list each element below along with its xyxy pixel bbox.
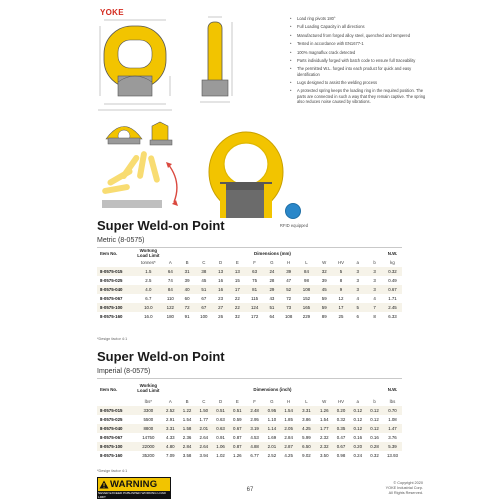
unit-cell: tonnes* — [140, 260, 156, 266]
table-cell: 2.95 — [250, 417, 259, 422]
unit-cell — [97, 258, 135, 267]
table-cell: 5.99 — [302, 435, 311, 440]
table-cell: 64 — [162, 267, 179, 276]
table-cell: 0.67 — [229, 424, 246, 433]
table-cell: 1.14 — [264, 424, 281, 433]
table-cell: 0.32 — [370, 453, 379, 458]
table-cell: 3 — [349, 267, 366, 276]
table-cell: 0.20 — [333, 406, 350, 415]
table-cell: 1.54 — [280, 406, 297, 415]
table-cell: 110 — [166, 296, 174, 302]
warning-title: WARNING — [110, 479, 158, 490]
table-cell: 8 — [373, 314, 376, 320]
table-cell: 10.0 — [135, 303, 162, 312]
col-header-dimensions: Dimensions (inch) — [253, 386, 292, 392]
table-cell: 6.33 — [388, 314, 397, 320]
table-cell: 9.02 — [302, 453, 311, 458]
table-cell: 1.26 — [233, 453, 242, 458]
table-row — [97, 276, 402, 285]
table-cell: 1.58 — [179, 424, 196, 433]
table-cell: 115 — [251, 296, 259, 302]
table-cell: 165 — [297, 303, 316, 312]
unit-cell: G — [270, 399, 274, 404]
unit-cell: A — [168, 260, 172, 266]
table-cell: 28 — [269, 278, 275, 284]
col-header-dimensions: Dimensions (mm) — [254, 251, 291, 257]
table-cell: 0.63 — [212, 424, 229, 433]
table-cell: 3 — [373, 278, 376, 284]
section-drawing-left — [106, 127, 142, 145]
table-cell: 3.19 — [246, 424, 264, 433]
item-number-cell: 8-0575-067 — [100, 435, 123, 440]
table-cell: 13 — [229, 267, 246, 276]
table-cell: 60 — [184, 296, 190, 302]
table-cell: 2.32 — [319, 435, 329, 440]
table-cell: 0.63 — [216, 417, 225, 422]
table-cell: 2.52 — [162, 406, 179, 415]
table-cell: 3 — [366, 267, 383, 276]
table-cell: 2.36 — [182, 435, 192, 440]
unit-cell: L — [305, 260, 308, 266]
table-cell: 0.28 — [366, 442, 383, 451]
table-cell: 1.50 — [195, 406, 212, 415]
table-cell: 4.0 — [135, 285, 162, 294]
table-cell: 2.87 — [280, 442, 297, 451]
table-cell: 22 — [229, 303, 246, 312]
table-cell: 0.16 — [353, 435, 363, 440]
table-cell: 43 — [269, 296, 275, 302]
table-cell: 3.76 — [388, 435, 397, 440]
table-cell: 1.85 — [284, 417, 293, 422]
table-cell: 1.54 — [319, 417, 329, 422]
units-row — [97, 258, 402, 267]
unit-cell: HV — [337, 260, 345, 266]
table-cell: 5500 — [143, 417, 154, 422]
table-cell: 9 — [333, 285, 350, 294]
table-cell: 100 — [200, 314, 208, 320]
warning-triangle-icon — [98, 478, 110, 491]
copyright-line: YOKE Industrial Corp. — [385, 486, 423, 490]
metric-spec-table — [97, 249, 402, 321]
table-cell: 25 — [338, 314, 344, 320]
unit-cell: W — [322, 399, 327, 404]
table-cell: 81 — [246, 285, 264, 294]
table-cell: 16 — [218, 278, 224, 284]
table-cell: 6.7 — [145, 296, 152, 302]
table-cell: 2.5 — [145, 278, 152, 284]
side-view-drawing — [200, 17, 232, 102]
item-number-cell: 8-0575-160 — [100, 314, 123, 320]
unit-cell: D — [218, 260, 223, 266]
table-cell: 3 — [366, 285, 383, 294]
table-cell: 2.64 — [195, 442, 212, 451]
table-cell: 1.54 — [182, 417, 192, 422]
table-cell: 59 — [321, 296, 327, 302]
table-cell: 72 — [179, 303, 196, 312]
table-cell: 8800 — [135, 424, 162, 433]
metric-subtitle: Metric (8-0575) — [97, 237, 145, 244]
table-cell: 84 — [162, 285, 179, 294]
col-header-item: Item No. — [100, 251, 118, 257]
table-cell: 180 — [166, 314, 174, 320]
table-cell: 91 — [184, 314, 190, 320]
unit-cell: a — [356, 260, 359, 266]
table-cell: 4.25 — [284, 453, 293, 458]
table-cell: 13.93 — [386, 453, 398, 458]
table-row — [97, 285, 402, 294]
table-cell: 124 — [246, 303, 264, 312]
table-cell: 0.35 — [333, 424, 350, 433]
table-row — [97, 294, 402, 303]
table-cell: 2.91 — [166, 417, 175, 422]
table-cell: 1.47 — [383, 424, 402, 433]
table-cell: 2.48 — [246, 406, 264, 415]
table-cell: 73 — [280, 303, 297, 312]
table-row — [97, 442, 402, 451]
unit-cell: C — [202, 399, 206, 404]
feature-item: • A protected spring keeps the loading ring in the required position. The parts are connected in such a way that they remain captive. The spring also reduces noise caused by vibrations. — [290, 88, 430, 104]
table-cell: 27 — [212, 303, 229, 312]
unit-cell: H — [287, 399, 291, 404]
units-row — [97, 397, 402, 406]
table-cell: 0.67 — [383, 285, 402, 294]
table-cell: 0.24 — [353, 453, 363, 458]
table-cell: 4.33 — [166, 435, 175, 440]
unit-cell: E — [235, 399, 239, 404]
table-cell: 0.32 — [383, 267, 402, 276]
imperial-title: Super Weld-on Point — [97, 349, 225, 364]
table-cell: 35200 — [142, 453, 155, 458]
table-cell: 74 — [167, 278, 173, 284]
table-cell: 172 — [250, 314, 259, 320]
table-cell: 2.64 — [199, 435, 209, 440]
table-cell: 45 — [316, 285, 333, 294]
unit-cell: D — [218, 399, 223, 404]
item-number-cell: 8-0575-160 — [100, 453, 123, 458]
table-cell: 5 — [333, 267, 350, 276]
table-row — [97, 267, 402, 276]
copyright-line: All Rights Reserved. — [388, 491, 423, 495]
table-cell: 0.70 — [383, 406, 402, 415]
table-cell: 17 — [229, 285, 246, 294]
table-cell: 3.31 — [162, 424, 179, 433]
table-cell: 45 — [201, 278, 207, 284]
product-photo — [209, 132, 283, 218]
table-cell: 1.10 — [267, 417, 277, 422]
table-cell: 0.47 — [336, 435, 346, 440]
feature-item: • The permitted W.L. forged into each product for quick and easy identification — [290, 66, 430, 76]
table-row — [97, 406, 402, 415]
unit-cell: b — [373, 260, 376, 266]
table-cell: 2.84 — [284, 435, 293, 440]
table-cell: 1.26 — [316, 406, 333, 415]
table-cell: 1.77 — [199, 417, 209, 422]
table-cell: 0.51 — [229, 406, 246, 415]
item-number-cell: 8-0575-100 — [97, 442, 135, 451]
table-row — [97, 451, 402, 460]
imperial-footnote: *Design factor 4:1 — [97, 469, 128, 473]
unit-cell: C — [202, 260, 206, 266]
table-cell: 1.22 — [179, 406, 196, 415]
table-cell: 7 — [366, 303, 383, 312]
feature-item: • Full Loading Capacity in all directions — [290, 24, 430, 29]
feature-item: • Load ring pivots 180° — [290, 16, 430, 21]
table-cell: 15 — [234, 278, 240, 284]
table-cell: 0.20 — [349, 442, 366, 451]
item-number-cell: 8-0575-040 — [97, 285, 135, 294]
copyright-line: © Copyright 2020 — [393, 481, 423, 485]
table-cell: 12 — [338, 296, 344, 302]
product-drawings — [96, 14, 286, 224]
table-cell: 0.87 — [233, 435, 242, 440]
table-cell: 5.39 — [383, 442, 402, 451]
item-number-cell: 8-0575-025 — [100, 417, 123, 422]
table-cell: 1.02 — [216, 453, 225, 458]
table-cell: 72 — [286, 296, 292, 302]
table-cell: 39 — [184, 278, 190, 284]
table-cell: 0.12 — [349, 424, 366, 433]
table-cell: 4.80 — [162, 442, 179, 451]
table-row — [97, 303, 402, 312]
rfid-icon — [285, 203, 301, 219]
table-cell: 1.69 — [267, 435, 277, 440]
table-cell: 0.59 — [233, 417, 242, 422]
table-cell: 14750 — [142, 435, 155, 440]
metric-title: Super Weld-on Point — [97, 218, 225, 233]
table-cell: 4.53 — [250, 435, 259, 440]
table-cell: 3.94 — [199, 453, 209, 458]
table-cell: 2.52 — [267, 453, 277, 458]
table-cell: 3.31 — [297, 406, 316, 415]
table-cell: 67 — [195, 303, 212, 312]
table-cell: 0.16 — [370, 435, 379, 440]
col-header-wll: Working Load Limit — [137, 249, 160, 258]
table-cell: 52 — [280, 285, 297, 294]
table-cell: 2.45 — [383, 303, 402, 312]
table-cell: 98 — [304, 278, 309, 284]
table-cell: 5 — [349, 303, 366, 312]
table-row — [97, 433, 402, 442]
table-cell: 0.12 — [349, 406, 366, 415]
table-row — [97, 415, 402, 424]
table-cell: 6.77 — [250, 453, 259, 458]
feature-item: • Tested in accordance with EN1677-1 — [290, 41, 430, 46]
copyright — [363, 481, 423, 496]
item-number-cell: 8-0575-025 — [100, 278, 123, 284]
feature-item: • Parts individually forged with batch code to ensure full traceability — [290, 58, 430, 63]
feature-list — [290, 16, 430, 107]
table-cell: 1.08 — [388, 417, 397, 422]
table-cell: 32 — [234, 314, 240, 320]
table-cell: 108 — [284, 314, 293, 320]
table-cell: 51 — [195, 285, 212, 294]
unit-cell: L — [305, 399, 308, 404]
table-cell: 3.86 — [302, 417, 311, 422]
table-cell: 4.25 — [297, 424, 316, 433]
table-cell: 2.01 — [264, 442, 281, 451]
table-cell: 47 — [286, 278, 292, 284]
unit-cell: kg — [390, 260, 395, 266]
table-cell: 22000 — [135, 442, 162, 451]
section-drawing-right — [150, 122, 172, 145]
pivot-range-illustration — [102, 151, 178, 208]
unit-cell: lbs — [389, 399, 396, 404]
table-cell: 84 — [297, 267, 316, 276]
table-cell: 3 — [356, 278, 359, 284]
unit-cell — [97, 397, 135, 406]
page-number: 67 — [246, 487, 254, 493]
table-cell: 24 — [264, 267, 281, 276]
table-cell: 0.12 — [366, 406, 383, 415]
table-cell: 0.95 — [264, 406, 281, 415]
divider — [97, 247, 402, 248]
table-cell: 0.12 — [353, 417, 363, 422]
table-cell: 22 — [234, 296, 240, 302]
item-number-cell: 8-0575-040 — [97, 424, 135, 433]
unit-cell: B — [185, 399, 189, 404]
table-cell: 16 — [212, 285, 229, 294]
table-cell: 13 — [212, 267, 229, 276]
table-cell: 0.87 — [229, 442, 246, 451]
table-cell: 8 — [339, 278, 343, 284]
table-cell: 40 — [179, 285, 196, 294]
table-cell: 1.77 — [316, 424, 333, 433]
unit-cell: a — [356, 399, 359, 404]
table-cell: 17 — [333, 303, 350, 312]
unit-cell: A — [168, 399, 172, 404]
table-row — [97, 312, 402, 321]
imperial-spec-table — [97, 381, 402, 460]
table-cell: 7.09 — [166, 453, 175, 458]
unit-cell: lbs* — [144, 399, 152, 404]
table-cell: 229 — [302, 314, 311, 320]
table-cell: 0.51 — [212, 406, 229, 415]
table-cell: 39 — [280, 267, 297, 276]
table-cell: 39 — [321, 278, 327, 284]
metric-footnote: *Design factor 4:1 — [97, 337, 128, 341]
table-cell: 1.06 — [212, 442, 229, 451]
table-cell: 6.50 — [297, 442, 316, 451]
table-cell: 108 — [297, 285, 316, 294]
warning-label — [97, 477, 171, 499]
table-cell: 122 — [162, 303, 179, 312]
table-cell: 26 — [218, 314, 224, 320]
table-cell: 51 — [264, 303, 281, 312]
unit-cell: H — [287, 260, 291, 266]
unit-cell: b — [373, 399, 376, 404]
table-cell: 32 — [316, 267, 333, 276]
table-cell: 0.91 — [216, 435, 225, 440]
table-cell: 23 — [218, 296, 224, 302]
table-cell: 63 — [246, 267, 264, 276]
feature-item: • Lugs designed to assist the welding process — [290, 80, 430, 85]
table-cell: 59 — [316, 303, 333, 312]
table-cell: 3.50 — [319, 453, 329, 458]
table-cell: 67 — [201, 296, 207, 302]
unit-cell: B — [185, 260, 189, 266]
unit-cell: E — [235, 260, 239, 266]
table-cell: 64 — [269, 314, 275, 320]
table-cell: 2.84 — [179, 442, 196, 451]
unit-cell: G — [270, 260, 274, 266]
table-cell: 0.12 — [366, 424, 383, 433]
table-cell: 1.71 — [388, 296, 397, 302]
item-number-cell: 8-0575-015 — [97, 267, 135, 276]
table-cell: 2.05 — [280, 424, 297, 433]
item-number-cell: 8-0575-067 — [100, 296, 123, 302]
table-cell: 3 — [349, 285, 366, 294]
table-cell: 4 — [356, 296, 359, 302]
col-header-item: Item No. — [100, 386, 118, 392]
table-cell: 6 — [356, 314, 359, 320]
front-view-drawing — [98, 20, 172, 110]
table-cell: 0.49 — [388, 278, 397, 284]
table-cell: 16.0 — [144, 314, 153, 320]
rfid-label: RFID equipped — [279, 223, 309, 228]
table-cell: 0.12 — [370, 417, 379, 422]
table-cell: 0.67 — [333, 442, 350, 451]
feature-item: • Manufactured from forged alloy steel, quenched and tempered — [290, 33, 430, 38]
table-cell: 31 — [179, 267, 196, 276]
unit-cell: F — [253, 260, 256, 266]
table-cell: 0.98 — [336, 453, 346, 458]
item-number-cell: 8-0575-015 — [97, 406, 135, 415]
table-cell: 4.88 — [246, 442, 264, 451]
col-header-nw: N.W. — [387, 251, 398, 257]
divider — [97, 378, 402, 379]
brand-logo: YOKE — [100, 8, 124, 17]
table-cell: 38 — [195, 267, 212, 276]
unit-cell: F — [253, 399, 256, 404]
table-cell: 2.32 — [316, 442, 333, 451]
table-cell: 4 — [373, 296, 376, 302]
table-cell: 75 — [252, 278, 258, 284]
item-number-cell: 8-0575-100 — [97, 303, 135, 312]
unit-cell: HV — [337, 399, 345, 404]
table-cell: 29 — [264, 285, 281, 294]
warning-banner — [98, 478, 170, 491]
warning-subtext: NEVER EXCEED PUBLISHED WORKING LOAD LIMIT — [98, 491, 170, 498]
table-cell: 152 — [302, 296, 311, 302]
unit-cell: W — [322, 260, 327, 266]
table-cell: 3.58 — [182, 453, 192, 458]
feature-item: • 100% magnaflux crack detected — [290, 50, 430, 55]
table-cell: 1.5 — [135, 267, 162, 276]
table-cell: 0.32 — [336, 417, 346, 422]
table-cell: 3300 — [135, 406, 162, 415]
col-header-nw: N.W. — [387, 386, 398, 392]
table-cell: 2.01 — [195, 424, 212, 433]
imperial-subtitle: Imperial (8-0575) — [97, 368, 151, 375]
col-header-wll: Working Load Limit — [137, 383, 160, 393]
table-row — [97, 424, 402, 433]
table-cell: 89 — [321, 314, 327, 320]
